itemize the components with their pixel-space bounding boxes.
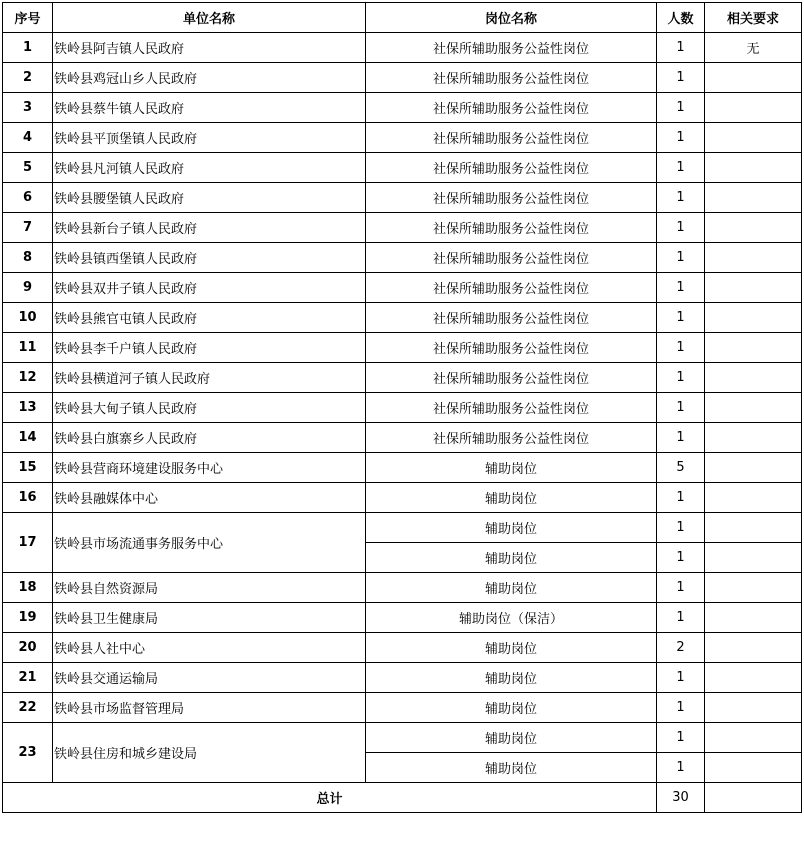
row-count: 1 [657,693,705,723]
row-count: 5 [657,453,705,483]
row-count: 1 [657,213,705,243]
row-seq: 3 [3,93,53,123]
row-requirement [705,453,802,483]
row-count: 1 [657,303,705,333]
row-unit-name: 铁岭县营商环境建设服务中心 [53,453,366,483]
table-row [3,303,802,333]
row-unit-name: 铁岭县平顶堡镇人民政府 [53,123,366,153]
row-position-name: 社保所辅助服务公益性岗位 [366,213,657,243]
row-count: 1 [657,423,705,453]
row-count: 1 [657,363,705,393]
row-position-name: 社保所辅助服务公益性岗位 [366,243,657,273]
row-requirement [705,303,802,333]
row-position-name: 辅助岗位 [366,693,657,723]
row-count: 1 [657,63,705,93]
row-position-name: 辅助岗位 [366,633,657,663]
row-position-name: 社保所辅助服务公益性岗位 [366,93,657,123]
row-position-name: 辅助岗位 [366,723,657,753]
total-requirement-cell [705,783,802,813]
row-unit-name: 铁岭县鸡冠山乡人民政府 [53,63,366,93]
total-label: 总计 [3,783,657,813]
row-position-name: 辅助岗位 [366,513,657,543]
row-position-name: 社保所辅助服务公益性岗位 [366,153,657,183]
row-requirement [705,213,802,243]
table-row [3,243,802,273]
row-requirement [705,753,802,783]
row-position-name: 辅助岗位 [366,483,657,513]
row-position-name: 社保所辅助服务公益性岗位 [366,363,657,393]
row-position-name: 社保所辅助服务公益性岗位 [366,273,657,303]
row-seq: 4 [3,123,53,153]
row-unit-name: 铁岭县镇西堡镇人民政府 [53,243,366,273]
row-seq: 2 [3,63,53,93]
row-unit-name: 铁岭县白旗寨乡人民政府 [53,423,366,453]
row-unit-name: 铁岭县双井子镇人民政府 [53,273,366,303]
row-requirement [705,633,802,663]
row-position-name: 辅助岗位（保洁） [366,603,657,633]
row-seq: 8 [3,243,53,273]
table-row [3,153,802,183]
table-row [3,393,802,423]
table-row [3,423,802,453]
table-row [3,513,802,543]
row-count: 1 [657,93,705,123]
row-position-name: 社保所辅助服务公益性岗位 [366,63,657,93]
row-count: 1 [657,123,705,153]
row-unit-name: 铁岭县融媒体中心 [53,483,366,513]
row-count: 1 [657,663,705,693]
row-position-name: 社保所辅助服务公益性岗位 [366,333,657,363]
row-requirement [705,513,802,543]
row-requirement [705,123,802,153]
row-unit-name: 铁岭县人社中心 [53,633,366,663]
row-count: 1 [657,573,705,603]
row-position-name: 社保所辅助服务公益性岗位 [366,183,657,213]
row-position-name: 社保所辅助服务公益性岗位 [366,303,657,333]
row-position-name: 辅助岗位 [366,543,657,573]
row-seq: 10 [3,303,53,333]
row-requirement [705,363,802,393]
positions-table [2,2,802,813]
row-seq: 19 [3,603,53,633]
row-requirement [705,393,802,423]
row-seq: 23 [3,723,53,783]
row-count: 1 [657,333,705,363]
row-requirement [705,693,802,723]
row-seq: 15 [3,453,53,483]
row-position-name: 辅助岗位 [366,573,657,603]
row-requirement [705,573,802,603]
table-row [3,63,802,93]
row-count: 1 [657,543,705,573]
row-count: 1 [657,33,705,63]
header-unit: 单位名称 [53,3,366,33]
table-row [3,663,802,693]
row-requirement [705,603,802,633]
row-count: 1 [657,483,705,513]
row-count: 1 [657,153,705,183]
row-requirement [705,543,802,573]
row-position-name: 社保所辅助服务公益性岗位 [366,33,657,63]
total-count: 30 [657,783,705,813]
row-seq: 7 [3,213,53,243]
table-body [3,33,802,783]
row-position-name: 辅助岗位 [366,753,657,783]
table-row [3,183,802,213]
row-position-name: 社保所辅助服务公益性岗位 [366,123,657,153]
row-requirement [705,243,802,273]
row-position-name: 辅助岗位 [366,663,657,693]
row-seq: 9 [3,273,53,303]
row-count: 1 [657,393,705,423]
row-unit-name: 铁岭县卫生健康局 [53,603,366,633]
row-seq: 12 [3,363,53,393]
row-unit-name: 铁岭县新台子镇人民政府 [53,213,366,243]
row-unit-name: 铁岭县熊官屯镇人民政府 [53,303,366,333]
row-count: 1 [657,513,705,543]
table-row [3,633,802,663]
row-requirement: 无 [705,33,802,63]
row-unit-name: 铁岭县市场监督管理局 [53,693,366,723]
table-row [3,603,802,633]
row-count: 2 [657,633,705,663]
row-requirement [705,483,802,513]
header-row [3,3,802,33]
row-unit-name: 铁岭县市场流通事务服务中心 [53,513,366,573]
row-unit-name: 铁岭县蔡牛镇人民政府 [53,93,366,123]
row-unit-name: 铁岭县李千户镇人民政府 [53,333,366,363]
row-unit-name: 铁岭县腰堡镇人民政府 [53,183,366,213]
row-seq: 22 [3,693,53,723]
row-requirement [705,333,802,363]
row-seq: 14 [3,423,53,453]
row-unit-name: 铁岭县阿吉镇人民政府 [53,33,366,63]
table-row [3,573,802,603]
table-row [3,33,802,63]
table-row [3,363,802,393]
table-row [3,273,802,303]
table-row [3,483,802,513]
row-seq: 5 [3,153,53,183]
row-unit-name: 铁岭县横道河子镇人民政府 [53,363,366,393]
row-position-name: 社保所辅助服务公益性岗位 [366,423,657,453]
row-requirement [705,423,802,453]
table-row [3,93,802,123]
row-seq: 1 [3,33,53,63]
row-count: 1 [657,753,705,783]
row-position-name: 社保所辅助服务公益性岗位 [366,393,657,423]
row-count: 1 [657,273,705,303]
table-row [3,123,802,153]
row-unit-name: 铁岭县交通运输局 [53,663,366,693]
row-count: 1 [657,723,705,753]
row-seq: 17 [3,513,53,573]
row-requirement [705,723,802,753]
table-row [3,693,802,723]
row-seq: 16 [3,483,53,513]
row-seq: 20 [3,633,53,663]
row-position-name: 辅助岗位 [366,453,657,483]
total-row [3,783,802,813]
table-row [3,723,802,753]
header-position: 岗位名称 [366,3,657,33]
row-requirement [705,93,802,123]
header-requirement: 相关要求 [705,3,802,33]
table-row [3,453,802,483]
row-seq: 11 [3,333,53,363]
row-unit-name: 铁岭县大甸子镇人民政府 [53,393,366,423]
row-requirement [705,273,802,303]
row-requirement [705,153,802,183]
row-requirement [705,183,802,213]
row-requirement [705,663,802,693]
row-unit-name: 铁岭县住房和城乡建设局 [53,723,366,783]
table-row [3,333,802,363]
row-seq: 18 [3,573,53,603]
row-unit-name: 铁岭县自然资源局 [53,573,366,603]
row-count: 1 [657,183,705,213]
row-seq: 13 [3,393,53,423]
row-count: 1 [657,243,705,273]
row-seq: 6 [3,183,53,213]
header-seq: 序号 [3,3,53,33]
row-requirement [705,63,802,93]
row-seq: 21 [3,663,53,693]
row-unit-name: 铁岭县凡河镇人民政府 [53,153,366,183]
table-row [3,213,802,243]
row-count: 1 [657,603,705,633]
header-count: 人数 [657,3,705,33]
